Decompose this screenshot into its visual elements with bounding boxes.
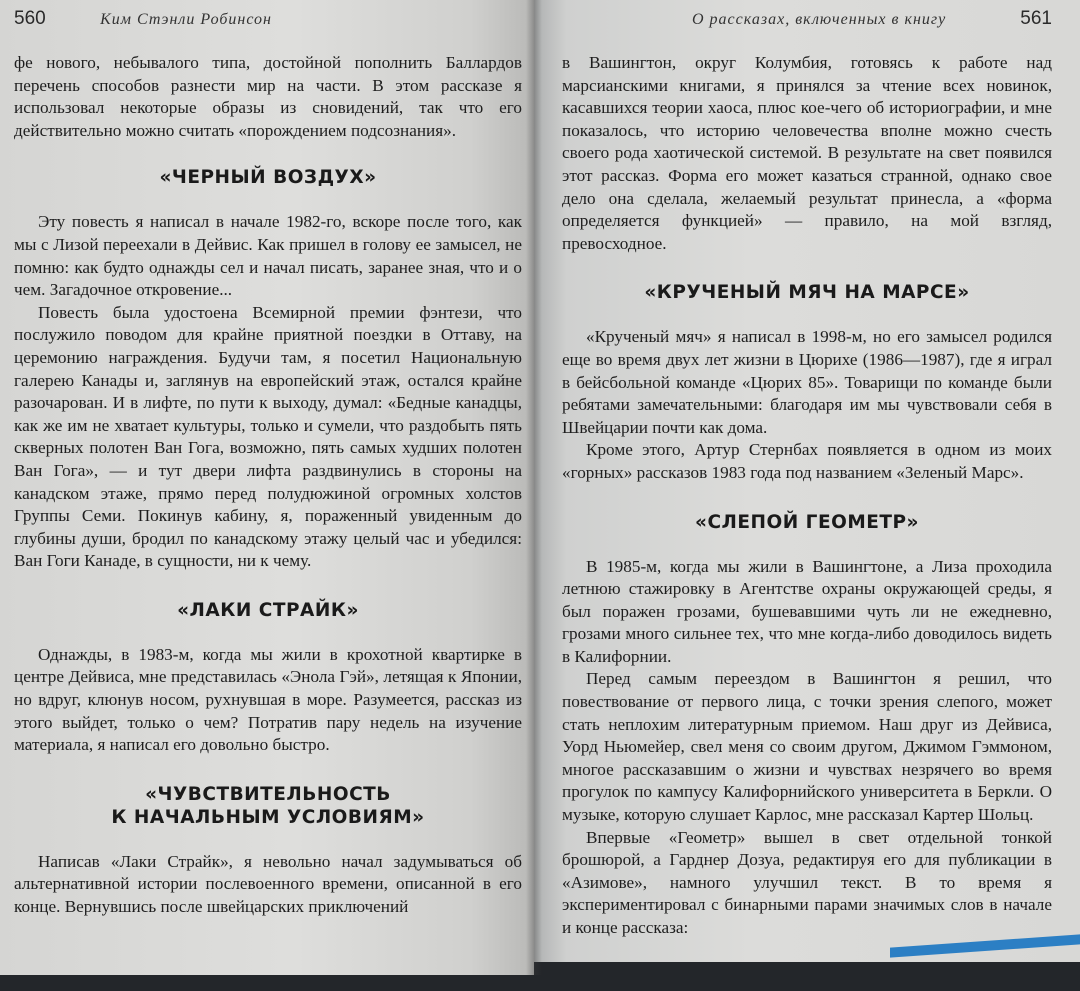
blind-geometer-paragraph-2: Перед самым переездом в Вашингтон я решил, что повествование от первого лица, с точки зрения слепого, может стать неплохим литературным приемом. Наш друг из Дейвиса, Уорд Ньюмейер, свел меня со своим другом, Джимом Гэммоном, многое рассказавшим о жизни и чувствах незрячего во время прогулок по кампусу Калифорнийского университета в Беркли. О музыке, которую слушает Карлос, мне рассказал Картер Шольц.: [562, 669, 1052, 825]
right-running-head: О рассказах, включенных в книгу: [692, 11, 947, 28]
section-title-lucky-strike: «ЛАКИ СТРАЙК»: [177, 599, 359, 621]
blind-geometer-paragraph-3: Впервые «Геометр» вышел в свет отдельной тонкой брошюрой, а Гарднер Дозуа, редактируя его для публикации в «Азимове», намного улучшил текст. В то время я экспериментировал с бинарными парами значимых слов в начале и конце рассказа:: [562, 827, 1052, 937]
lucky-strike-paragraph-1: Однажды, в 1983-м, когда мы жили в крохотной квартирке в центре Дейвиса, мне представилась «Энола Гэй», летящая к Японии, но вдруг, клюнув носом, рухнувшая в море. Разумеется, рассказ из этого выйдет, только о чем? Потратив пару недель на изучение материала, я написал его довольно быстро.: [14, 644, 522, 755]
section-title-curveball-on-mars: «КРУЧЕНЫЙ МЯЧ НА МАРСЕ»: [644, 282, 970, 304]
curveball-paragraph-2: Кроме этого, Артур Стернбах появляется в одном из моих «горных» рассказов 1983 года под названием «Зеленый Марс».: [562, 440, 1052, 482]
right-page-number: 561: [1020, 8, 1052, 29]
section-title-blind-geometer: «СЛЕПОЙ ГЕОМЕТР»: [695, 511, 919, 533]
right-page-header: [562, 8, 1052, 44]
right-intro-paragraph: в Вашингтон, округ Колумбия, готовясь к работе над марсианскими книгами, я принялся за чтение всех новинок, касавшихся теории хаоса, плюс кое-чего об историографии, и мне показалось, что историю человечества вполне можно счесть своего рода хаотической системой. В результате на свет появился этот рассказ. Форма его может казаться странной, однако свое дело она сделала, желаемый результат принесла, а «форма определяется функцией» — правило, на мой взгляд, превосходное.: [562, 53, 1052, 253]
sensitivity-paragraph-1: Написав «Лаки Страйк», я невольно начал задумываться об альтернативной истории послевоенного времени, описанной в его конце. Вернувшись после швейцарских приключений: [14, 851, 522, 917]
black-air-paragraph-1: Эту повесть я написал в начале 1982-го, вскоре после того, как мы с Лизой переехали в Дейвис. Как пришел в голову ее замысел, не помню: как будто однажды сел и начал писать, заранее зная, что и о чем. Загадочное откровение...: [14, 212, 522, 300]
section-title-sensitivity-line2: К НАЧАЛЬНЫМ УСЛОВИЯМ»: [111, 806, 425, 828]
left-running-head: Ким Стэнли Робинсон: [100, 11, 272, 28]
left-page-number: 560: [14, 8, 46, 29]
section-title-sensitivity-line1: «ЧУВСТВИТЕЛЬНОСТЬ: [145, 783, 391, 805]
left-page-header: [14, 8, 522, 44]
section-title-sensitivity: [14, 783, 522, 829]
right-page: [534, 0, 1080, 962]
black-air-paragraph-2: Повесть была удостоена Всемирной премии фэнтези, что послужило поводом для крайне приятной поездки в Оттаву, на церемонию награждения. Будучи там, я посетил Национальную галерею Канады и, заглянув на европейский этаж, остался крайне разочарован. И в лифте, по пути к выходу, думал: «Бедные канадцы, как же им не хватает культуры, только и сумели, что раздобыть пять скверных полотен Ван Гога, возможно, пять самых худших полотен Ван Гога», — и тут двери лифта раздвинулись в стороны на канадском этаже, прямо перед полудюжиной огромных холстов Группы Семи. Покинув кабину, я, пораженный увиденным до глубины души, бродил по канадскому этажу целый час и убедился: Ван Гоги Канаде, в сущности, ни к чему.: [14, 302, 522, 571]
left-page: [0, 0, 534, 975]
book-spine-shadow: [526, 0, 542, 975]
blind-geometer-paragraph-1: В 1985-м, когда мы жили в Вашингтоне, а Лиза проходила летнюю стажировку в Агентстве охраны окружающей среды, я был поражен грозами, бушевавшими чуть ли не ежедневно, грозами много сильнее тех, что мне когда-либо доводилось видеть в Калифорнии.: [562, 556, 1052, 666]
curveball-paragraph-1: «Крученый мяч» я написал в 1998-м, но его замысел родился еще во время двух лет жизни в Цюрихе (1986—1987), где я играл в бейсбольной команде «Цюрих 85». Товарищи по команде были ребятами замечательными: благодаря им мы чувствовали себя в Швейцарии почти как дома.: [562, 327, 1052, 437]
left-intro-paragraph: фе нового, небывалого типа, достойной пополнить Баллардов перечень способов разнести мир на части. В этом рассказе я использовал некоторые образы из сновидений, так что его действительно можно считать «порождением подсознания».: [14, 53, 522, 140]
section-title-black-air: «ЧЕРНЫЙ ВОЗДУХ»: [159, 167, 377, 189]
